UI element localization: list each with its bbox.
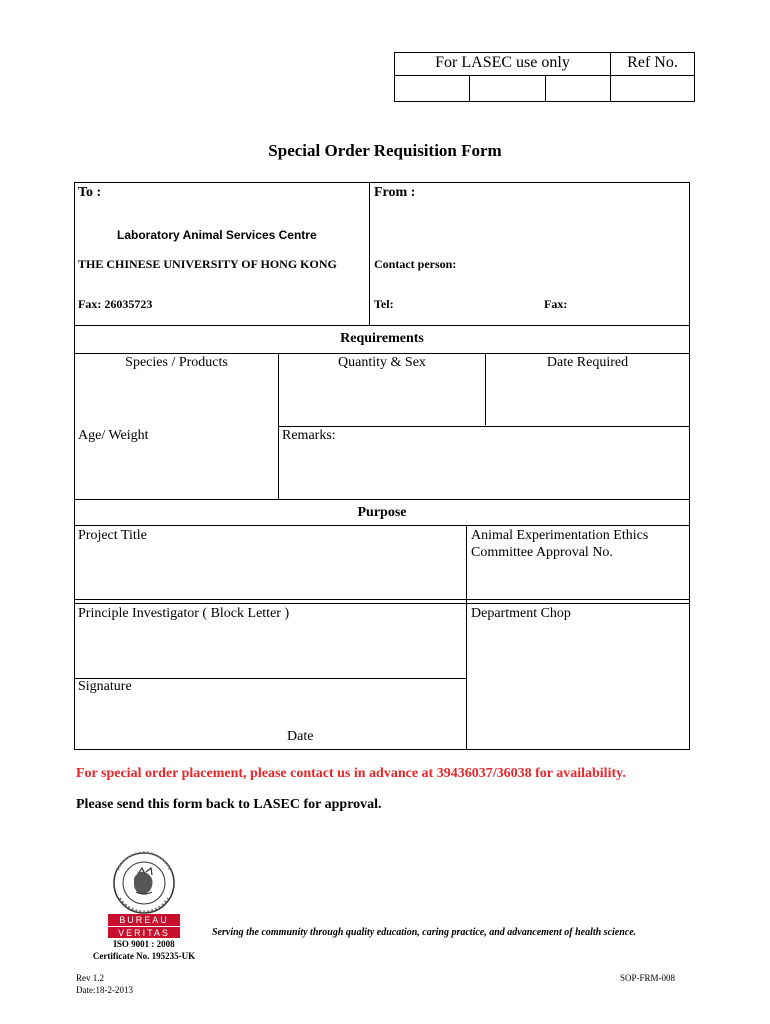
from-fax-label: Fax: [544, 297, 568, 311]
form-code: SOP-FRM-008 [620, 973, 676, 983]
lasec-use-only-label: For LASEC use only [435, 54, 570, 71]
contact-person-label: Contact person: [374, 257, 457, 271]
department-chop-field[interactable] [468, 625, 688, 749]
project-title-field[interactable] [76, 547, 465, 598]
tel-label: Tel: [374, 297, 394, 311]
signature-label: Signature [78, 679, 132, 694]
university-name: THE CHINESE UNIVERSITY OF HONG KONG [78, 257, 337, 271]
ref-no-field[interactable] [611, 76, 693, 100]
age-weight-label: Age/ Weight [78, 428, 149, 443]
lasec-field-1[interactable] [396, 76, 469, 100]
page-title: Special Order Requisition Form [268, 141, 502, 160]
revision-label: Rev 1.2 [76, 973, 104, 983]
principal-investigator-field[interactable] [76, 625, 465, 677]
quantity-sex-label: Quantity & Sex [338, 355, 426, 370]
remarks-field[interactable] [280, 447, 688, 498]
date-required-label: Date Required [546, 355, 629, 370]
slogan: Serving the community through quality education, caring practice, and advancement of health science. [212, 927, 637, 938]
date-label: Date [287, 729, 314, 744]
bureau-veritas-seal-icon [108, 850, 180, 916]
certificate-label: Certificate No. 195235-UK [92, 951, 196, 961]
availability-notice: For special order placement, please contact us in advance at 39436037/36038 for availability. [76, 766, 626, 781]
iso-label: ISO 9001 : 2008 [113, 939, 175, 949]
bureau-veritas-logo [108, 850, 180, 938]
date-field[interactable] [325, 727, 465, 747]
quantity-sex-field[interactable] [280, 375, 484, 425]
ethics-approval-label-line2: Committee Approval No. [471, 545, 613, 560]
to-fax: Fax: 26035723 [78, 297, 153, 311]
species-products-label: Species / Products [125, 355, 228, 370]
principal-investigator-label: Principle Investigator ( Block Letter ) [78, 606, 290, 621]
ref-no-label: Ref No. [627, 54, 678, 71]
bureau-label: BUREAU [108, 914, 180, 926]
project-title-label: Project Title [78, 528, 147, 543]
return-form-notice: Please send this form back to LASEC for approval. [76, 797, 382, 812]
veritas-label: VERITAS [108, 926, 180, 938]
lasec-use-only-box [394, 52, 695, 102]
contact-person-field[interactable] [470, 255, 686, 275]
from-fax-field[interactable] [575, 295, 685, 315]
requirements-header: Requirements [340, 331, 424, 346]
requisition-form [74, 182, 690, 750]
tel-field[interactable] [397, 295, 537, 315]
lasec-field-3[interactable] [546, 76, 610, 100]
date-required-field[interactable] [487, 375, 688, 425]
to-label: To : [78, 185, 102, 200]
revision-date: Date:18-2-2013 [76, 985, 133, 995]
department-chop-label: Department Chop [471, 606, 571, 621]
from-label: From : [374, 185, 416, 200]
remarks-label: Remarks: [282, 428, 336, 443]
from-field[interactable] [371, 203, 687, 253]
lasec-field-2[interactable] [470, 76, 545, 100]
org-name: Laboratory Animal Services Centre [117, 228, 317, 242]
purpose-header: Purpose [357, 505, 407, 520]
signature-field[interactable] [76, 699, 465, 727]
ethics-approval-field[interactable] [468, 565, 688, 598]
ethics-approval-label-line1: Animal Experimentation Ethics [471, 528, 649, 543]
